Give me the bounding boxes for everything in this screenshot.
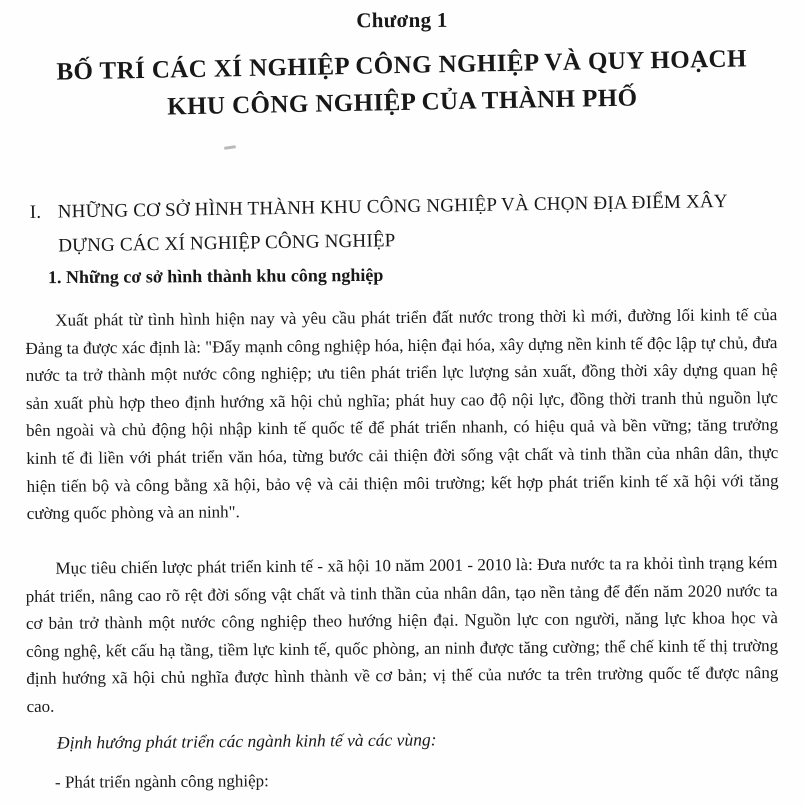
paragraph-party-economic-line: Xuất phát từ tình hình hiện nay và yêu cầu phát triển đất nước trong thời kì mới, đường lối kinh tế của Đảng ta được xác định là: "Đẩy mạnh công nghiệp hóa, hiện đại hóa, xây dựng nền kinh tế độc lập tự chủ, đưa nước ta trở thành một nước công nghiệp; ưu tiên phát triển lực lượng sản xuất, đồng thời xây dựng quan hệ sản xuất phù hợp theo định hướng xã hội chủ nghĩa; phát huy cao độ nội lực, đồng thời tranh thủ nguồn lực bên ngoài và chủ động hội nhập kinh tế quốc tế để phát triển nhanh, có hiệu quả và bền vững; tăng trưởng kinh tế đi liền với phát triển văn hóa, từng bước cải thiện đời sống vật chất và tinh thần của nhân dân, thực hiện tiến bộ và công bằng xã hội, bảo vệ và cải thiện môi trường; kết hợp phát triển kinh tế xã hội với tăng cường quốc phòng và an ninh".: [25, 305, 779, 524]
subsection-heading: 1. Những cơ sở hình thành khu công nghiệp: [47, 264, 384, 288]
section-heading: [30, 184, 787, 264]
scan-artifact-mark: [224, 145, 236, 150]
section-heading-text: NHỮNG CƠ SỞ HÌNH THÀNH KHU CÔNG NGHIỆP VÀ CHỌN ĐỊA ĐIỂM XÂY DỰNG CÁC XÍ NGHIỆP CÔNG NGHIỆP: [57, 190, 728, 257]
industry-development-item: - Phát triển ngành công nghiệp:: [54, 771, 269, 792]
orientation-heading: Định hướng phát triển các ngành kinh tế và các vùng:: [56, 729, 437, 753]
chapter-title-line2: KHU CÔNG NGHIỆP CỦA THÀNH PHỐ: [167, 84, 638, 121]
paragraph-strategy-2001-2010: Mục tiêu chiến lược phát triển kinh tế - xã hội 10 năm 2001 - 2010 là: Đưa nước ta ra khỏi tình trạng kém phát triển, nâng cao rõ rệt đời sống vật chất và tinh thần của nhân dân, tạo nền tảng để đến năm 2020 nước ta cơ bản trở thành một nước công nghiệp theo hướng hiện đại. Nguồn lực con người, năng lực khoa học và công nghệ, kết cấu hạ tầng, tiềm lực kinh tế, quốc phòng, an ninh được tăng cường; thể chế kinh tế thị trường định hướng xã hội chủ nghĩa được hình thành về cơ bản; vị thế của nước ta trên trường quốc tế được nâng cao.: [25, 553, 779, 716]
chapter-title-line1: BỐ TRÍ CÁC XÍ NGHIỆP CÔNG NGHIỆP VÀ QUY HOẠCH: [56, 45, 748, 86]
section-number: I.: [29, 201, 42, 223]
chapter-title: [11, 40, 792, 129]
chapter-label: Chương 1: [356, 7, 448, 33]
